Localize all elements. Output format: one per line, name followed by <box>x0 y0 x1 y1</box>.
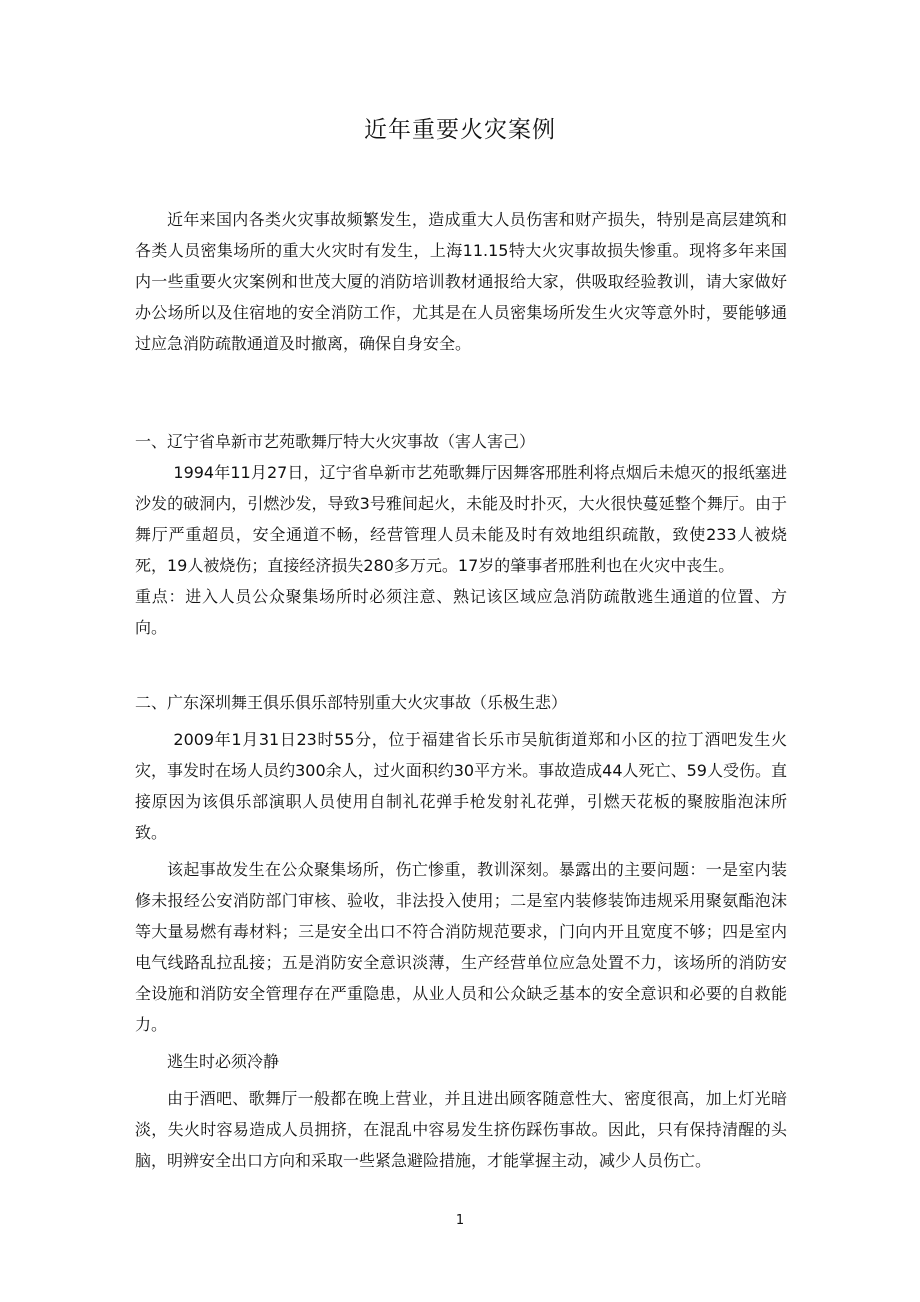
section-2-heading: 二、广东深圳舞王俱乐俱乐部特别重大火灾事故（乐极生悲） <box>135 693 568 712</box>
section-2 <box>135 687 787 1176</box>
section-2-subheading: 逃生时必须冷静 <box>167 1052 280 1071</box>
section-1-keypoint: 重点：进入人员公众聚集场所时必须注意、熟记该区域应急消防疏散逃生通道的位置、方向。 <box>135 587 787 637</box>
section-2-tip: 由于酒吧、歌舞厅一般都在晚上营业，并且进出顾客随意性大、密度很高，加上灯光暗淡，失火时容易造成人员拥挤，在混乱中容易发生挤伤踩伤事故。因此，只有保持清醒的头脑，明辨安全出口方向和采取一些紧急避险措施，才能掌握主动，减少人员伤亡。 <box>135 1089 787 1170</box>
section-1 <box>135 426 787 643</box>
page-number: 1 <box>455 1213 465 1228</box>
intro-block <box>135 204 787 359</box>
section-2-analysis: 该起事故发生在公众聚集场所，伤亡惨重，教训深刻。暴露出的主要问题：一是室内装修未报经公安消防部门审核、验收，非法投入使用；二是室内装修装饰违规采用聚氨酯泡沫等大量易燃有毒材料；三是安全出口不符合消防规范要求，门向内开且宽度不够；四是室内电气线路乱拉乱接；五是消防安全意识淡薄，生产经营单位应急处置不力，该场所的消防安全设施和消防安全管理存在严重隐患，从业人员和公众缺乏基本的安全意识和必要的自救能力。 <box>135 860 787 1034</box>
document-title: 近年重要火灾案例 <box>364 117 556 143</box>
section-2-body: 2009年1月31日23时55分，位于福建省长乐市吴航街道郑和小区的拉丁酒吧发生火灾，事发时在场人员约300余人，过火面积约30平方米。事故造成44人死亡、59人受伤。直接原因为该俱乐部演职人员使用自制礼花弹手枪发射礼花弹，引燃天花板的聚胺脂泡沫所致。 <box>135 730 787 842</box>
intro-paragraph: 近年来国内各类火灾事故频繁发生，造成重大人员伤害和财产损失，特别是高层建筑和各类人员密集场所的重大火灾时有发生，上海11.15特大火灾事故损失惨重。现将多年来国内一些重要火灾案例和世茂大厦的消防培训教材通报给大家，供吸取经验教训，请大家做好办公场所以及住宿地的安全消防工作，尤其是在人员密集场所发生火灾等意外时，要能够通过应急消防疏散通道及时撤离，确保自身安全。 <box>135 210 787 353</box>
section-1-body: 1994年11月27日，辽宁省阜新市艺苑歌舞厅因舞客邢胜利将点烟后未熄灭的报纸塞进沙发的破洞内，引燃沙发，导致3号雅间起火，未能及时扑灭，大火很快蔓延整个舞厅。由于舞厅严重超员，安全通道不畅，经营管理人员未能及时有效地组织疏散，致使233人被烧死，19人被烧伤；直接经济损失280多万元。17岁的肇事者邢胜利也在火灾中丧生。 <box>135 463 787 575</box>
section-1-heading: 一、辽宁省阜新市艺苑歌舞厅特大火灾事故（害人害己） <box>135 432 536 451</box>
